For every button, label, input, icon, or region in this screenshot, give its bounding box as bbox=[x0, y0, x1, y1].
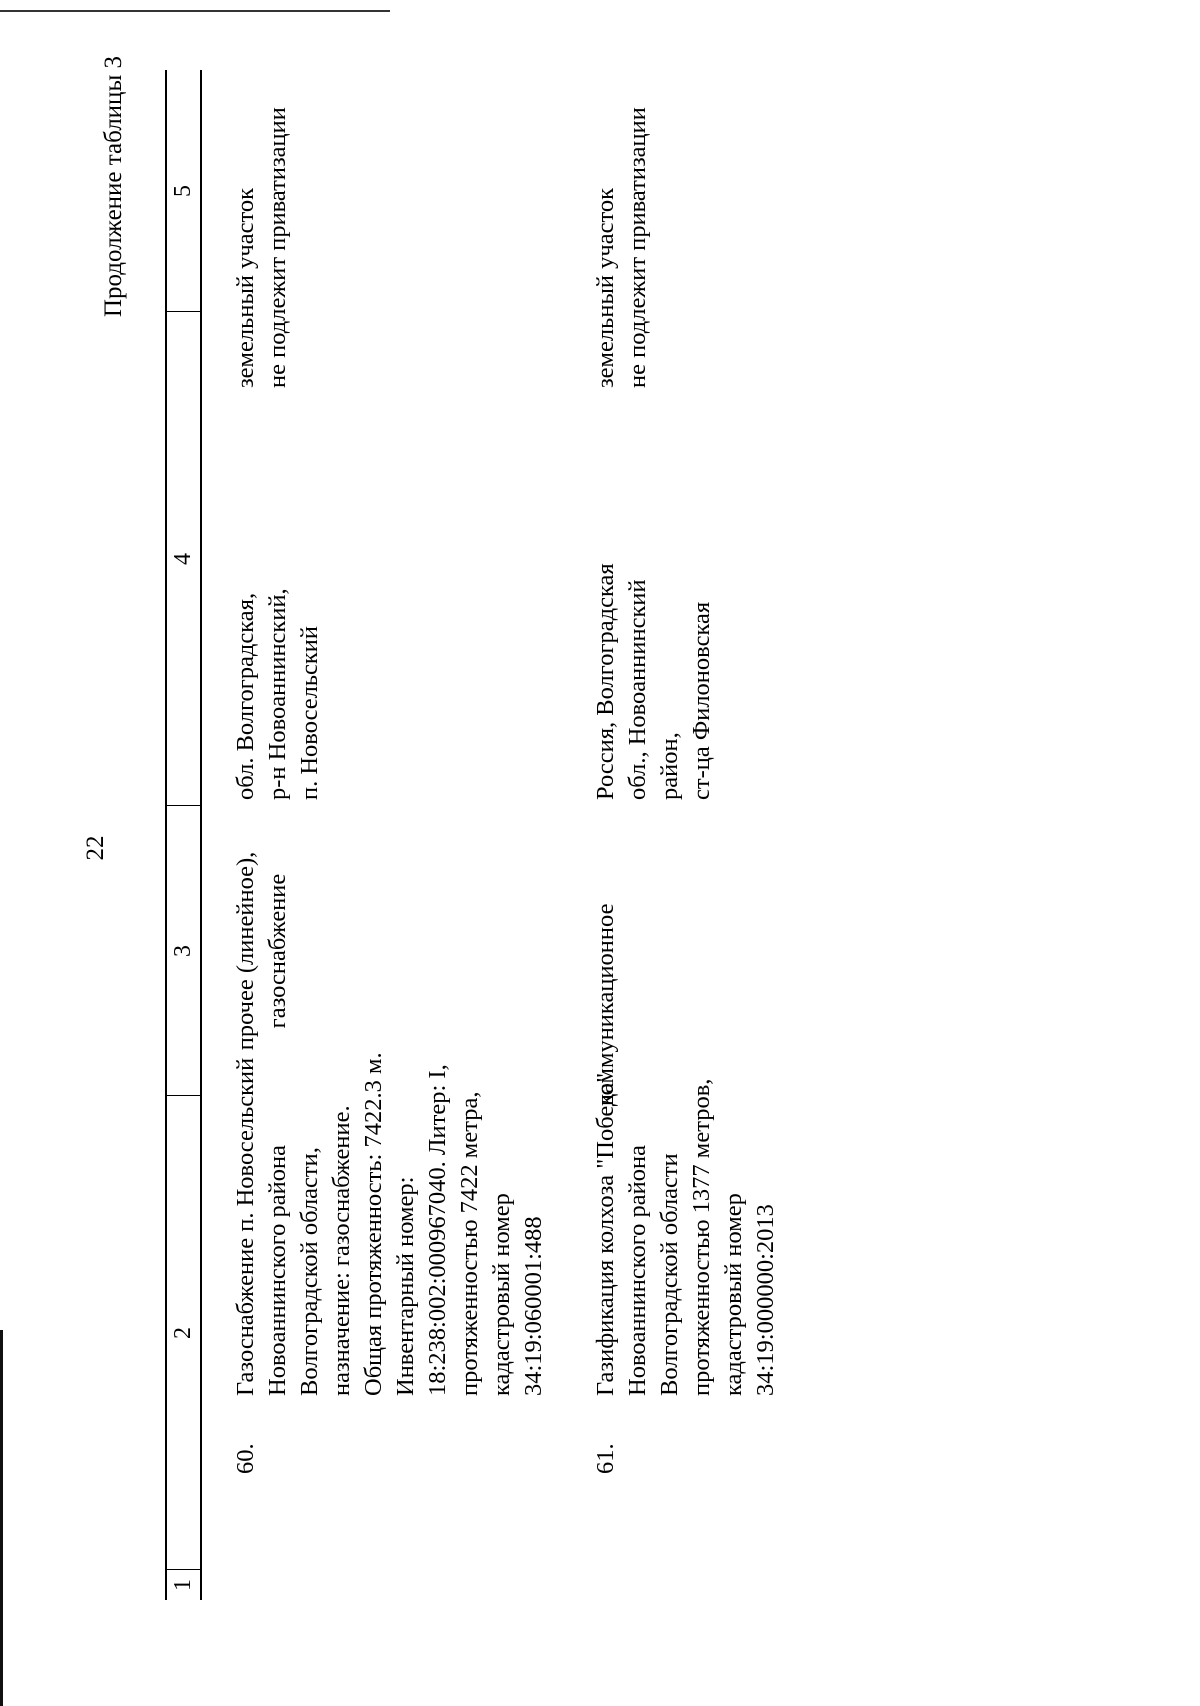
column-header-1: 1 bbox=[170, 1579, 196, 1591]
text-line: Новоаннинского района bbox=[264, 1145, 291, 1396]
text-line: Россия, Волгоградская bbox=[592, 563, 619, 800]
row-61-number: 61. bbox=[592, 1443, 619, 1474]
row-61-object-name bbox=[590, 1073, 782, 1478]
row-60-object-type bbox=[230, 806, 294, 1096]
page-number: 22 bbox=[82, 835, 109, 861]
text-line: Газоснабжение п. Новосельский bbox=[232, 1057, 259, 1396]
text-line: Волгоградской области bbox=[656, 1153, 683, 1396]
column-header-3: 3 bbox=[170, 945, 196, 957]
text-line: район, bbox=[656, 732, 683, 800]
row-61-address bbox=[590, 563, 718, 800]
row-60-object-name bbox=[230, 1052, 550, 1478]
table-continuation-label: Продолжение таблицы 3 bbox=[100, 56, 127, 318]
text-line: р-н Новоаннинский, bbox=[264, 588, 291, 800]
column-header-5: 5 bbox=[170, 185, 196, 197]
text-line: ст-ца Филоновская bbox=[688, 601, 715, 800]
text-line: прочее (линейное), bbox=[232, 851, 259, 1051]
text-line: 34:19:000000:2013 bbox=[752, 1204, 779, 1396]
row-61-object-type bbox=[590, 904, 622, 1106]
text-line: земельный участок bbox=[232, 188, 259, 388]
column-header-2: 2 bbox=[170, 1327, 196, 1339]
text-line: Общая протяженность: 7422.3 м. bbox=[360, 1052, 387, 1396]
text-line: Газификация колхоза "Победа" bbox=[592, 1072, 619, 1396]
row-60-note bbox=[230, 107, 294, 388]
column-header-4: 4 bbox=[170, 553, 196, 565]
text-line: обл., Новоаннинский bbox=[624, 579, 651, 800]
text-line: не подлежит приватизации bbox=[624, 107, 651, 388]
text-line: назначение: газоснабжение. bbox=[328, 1105, 355, 1396]
text-line: Волгоградской области, bbox=[296, 1147, 323, 1396]
text-line: не подлежит приватизации bbox=[264, 107, 291, 388]
row-60-number: 60. bbox=[232, 1443, 259, 1474]
text-line: коммуникационное bbox=[592, 903, 619, 1106]
text-line: газоснабжение bbox=[264, 873, 291, 1029]
text-line: 18:238:002:000967040. Литер: I, bbox=[424, 1064, 451, 1396]
row-60-address bbox=[230, 588, 326, 800]
text-line: протяженностью 7422 метра, bbox=[456, 1091, 483, 1396]
text-line: земельный участок bbox=[592, 188, 619, 388]
text-line: кадастровый номер bbox=[488, 1193, 515, 1396]
text-line: обл. Волгоградская, bbox=[232, 592, 259, 800]
table-header-row bbox=[165, 70, 202, 1600]
text-line: Новоаннинского района bbox=[624, 1145, 651, 1396]
text-line: п. Новосельский bbox=[296, 625, 323, 800]
text-line: Инвентарный номер: bbox=[392, 1176, 419, 1396]
text-line: кадастровый номер bbox=[720, 1193, 747, 1396]
row-61-note bbox=[590, 107, 654, 388]
text-line: протяженностью 1377 метров, bbox=[688, 1078, 715, 1396]
text-line: 34:19:060001:488 bbox=[520, 1216, 547, 1396]
